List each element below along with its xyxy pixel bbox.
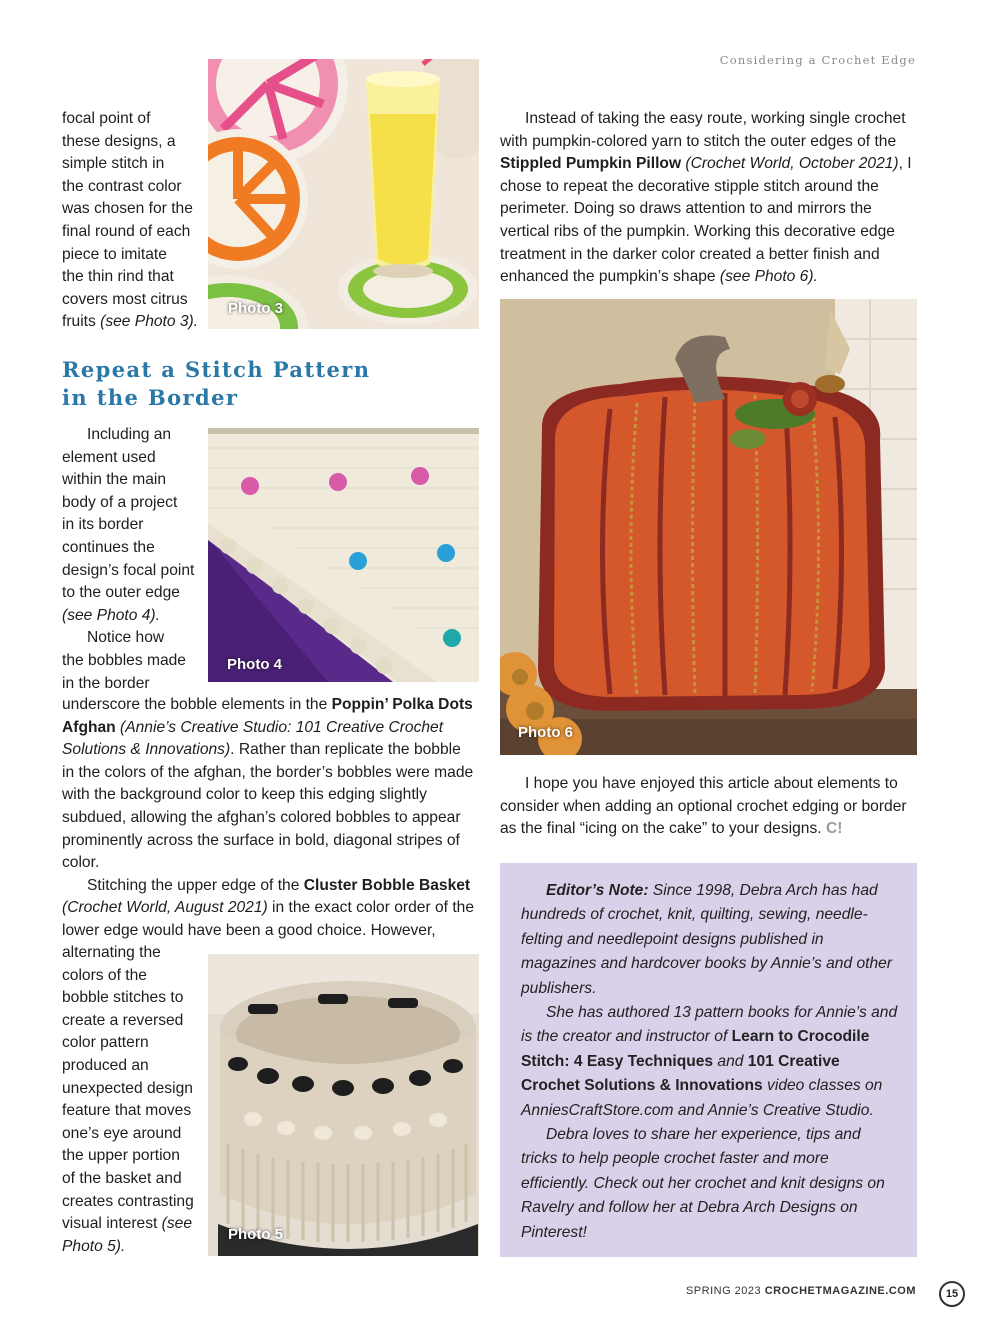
line: element used (62, 448, 156, 466)
closing-paragraph (500, 773, 918, 841)
line: bobble stitches to (62, 989, 184, 1007)
line: color pattern (62, 1034, 149, 1052)
photo-3-citrus-coasters (208, 59, 479, 329)
footer-season: SPRING 2023 (685, 1285, 762, 1297)
line: the bobbles made (62, 651, 186, 669)
editors-note-p3: Debra loves to share her experience, tips and tricks to help people crochet faster and more efficiently. Check out her crochet and knit designs on Ravelry and follow her at Debra Arch Designs on Pinterest! (521, 1126, 885, 1241)
line: in its border (62, 516, 144, 534)
text: Instead of taking the easy route, working single crochet with pumpkin-colored yarn to stitch the outer edges of the (500, 110, 906, 150)
line (62, 1213, 204, 1236)
editors-note-box (500, 863, 917, 1257)
line: continues the (62, 538, 155, 556)
line: the contrast color (62, 177, 182, 195)
page-number: 15 (939, 1281, 965, 1307)
stitching-narrow-lines (62, 942, 204, 1258)
line: in the border (62, 674, 150, 692)
instead-paragraph (500, 108, 918, 289)
line: simple stitch in (62, 155, 165, 173)
photo-5-bobble-basket (208, 954, 479, 1256)
page-footer (600, 1285, 916, 1297)
line: covers most citrus (62, 290, 188, 308)
heading-line-1: Repeat a Stitch Pattern (62, 357, 371, 382)
notice-paragraph (62, 694, 477, 943)
editors-note-p2 (521, 1001, 901, 1123)
line: focal point of (62, 110, 151, 127)
photo-reference: (see Photo 4). (62, 606, 160, 624)
source: (Crochet World, August 2021) (62, 899, 268, 917)
notice-paragraph-text (62, 694, 477, 875)
text: . Rather than replicate the bobble in the colors of the afghan, the border’s bobbles were made with the background color to keep this edging slightly subdued, allowing the afghan’s colored bobbles to appear prominently across the surface in bold, diagonal stripes of color. (62, 741, 474, 872)
project-name: Cluster Bobble Basket (303, 876, 471, 894)
citrus-paragraph (62, 108, 202, 334)
line: creates contrasting (62, 1192, 194, 1210)
editors-note-p1 (521, 879, 901, 1001)
citrus-coasters-illustration (208, 59, 479, 329)
text: video classes on AnniesCraftStore.com and Annie’s Creative Studio. (521, 1077, 883, 1119)
project-name: Poppin’ Polka Dots Afghan (62, 696, 473, 736)
line: design’s focal point (62, 561, 195, 579)
line: body of a project (62, 493, 178, 511)
instead-paragraph-text (500, 108, 918, 289)
text: She has authored 13 pattern books for Annie’s and is the creator and instructor of (521, 1004, 898, 1046)
afghan-illustration (208, 428, 479, 682)
editors-note-label: Editor’s Note: (546, 882, 649, 899)
photo-5-label: Photo 5 (228, 1226, 283, 1243)
line: was chosen for the (62, 200, 193, 218)
basket-illustration (208, 954, 479, 1256)
photo-6-label: Photo 6 (518, 724, 573, 741)
line: one’s eye around (62, 1124, 182, 1142)
line (62, 311, 202, 334)
line: to the outer edge (62, 584, 180, 602)
editors-note-text (521, 879, 901, 1245)
line: final round of each (62, 222, 191, 240)
photo-reference: (see (161, 1215, 193, 1233)
line: the upper portion (62, 1147, 180, 1165)
stitching-paragraph-text (62, 875, 477, 943)
text: in the exact color order of the lower edge would have been a good choice. However, (62, 899, 475, 939)
line: these designs, a (62, 132, 176, 150)
line: Including an (87, 426, 172, 443)
line: piece to imitate (62, 245, 167, 263)
photo-reference: (see Photo 3). (100, 313, 199, 331)
heading-line-2: in the Border (62, 385, 239, 410)
line: colors of the (62, 966, 147, 984)
text: I hope you have enjoyed this article about elements to consider when adding an optional crochet edging or border as the final “icing on the cake” to your designs. (500, 775, 907, 838)
line: Notice how (87, 629, 165, 647)
line: create a reversed (62, 1011, 184, 1029)
source: (Annie’s Creative Studio: 101 Creative Crochet Solutions & Innovations) (62, 718, 444, 759)
line: produced an (62, 1056, 149, 1074)
text: and (713, 1052, 748, 1070)
class-title: Learn to Crocodile Stitch: 4 Easy Techniques (521, 1028, 870, 1070)
pumpkin-pillow-illustration (500, 299, 917, 755)
photo-reference: Photo 5). (62, 1237, 126, 1255)
photo-4-polka-dots-afghan (208, 428, 479, 682)
text: Stitching the upper edge of the (87, 876, 304, 894)
source: (Crochet World, October 2021) (681, 155, 899, 173)
text: underscore the bobble elements in the (62, 696, 332, 713)
section-heading (62, 356, 392, 412)
line: the thin rind that (62, 268, 174, 286)
line: within the main (62, 471, 167, 489)
text: visual interest (62, 1215, 162, 1233)
text: , I chose to repeat the decorative stipple stitch around the perimeter. Doing so draws attention to and mirrors the vertical ribs of the pumpkin. Working this decorative edge treatment in the darker color created a better finish and enhanced the pumpkin’s shape (500, 155, 912, 286)
project-name: Stippled Pumpkin Pillow (500, 155, 682, 173)
photo-6-pumpkin-pillow (500, 299, 917, 755)
class-title: 101 Creative Crochet Solutions & Innovations (521, 1052, 840, 1095)
text: Since 1998, Debra Arch has had hundreds of crochet, knit, quilting, sewing, needle-felting and needlepoint designs published in magazines and hardcover books by Annie’s and other publishers. (521, 882, 893, 997)
end-mark: C! (825, 820, 843, 838)
photo-3-label: Photo 3 (228, 300, 283, 317)
line: unexpected design (62, 1079, 193, 1097)
closing-paragraph-text (500, 773, 918, 841)
footer-site: CROCHETMAGAZINE.COM (764, 1285, 916, 1297)
line: feature that moves (62, 1102, 192, 1120)
photo-reference: (see Photo 6). (719, 268, 818, 286)
line: alternating the (62, 944, 161, 961)
photo-4-label: Photo 4 (227, 656, 282, 673)
including-paragraph (62, 424, 204, 695)
line: of the basket and (62, 1169, 182, 1187)
text: fruits (62, 313, 101, 331)
running-header: Considering a Crochet Edge (719, 53, 916, 67)
